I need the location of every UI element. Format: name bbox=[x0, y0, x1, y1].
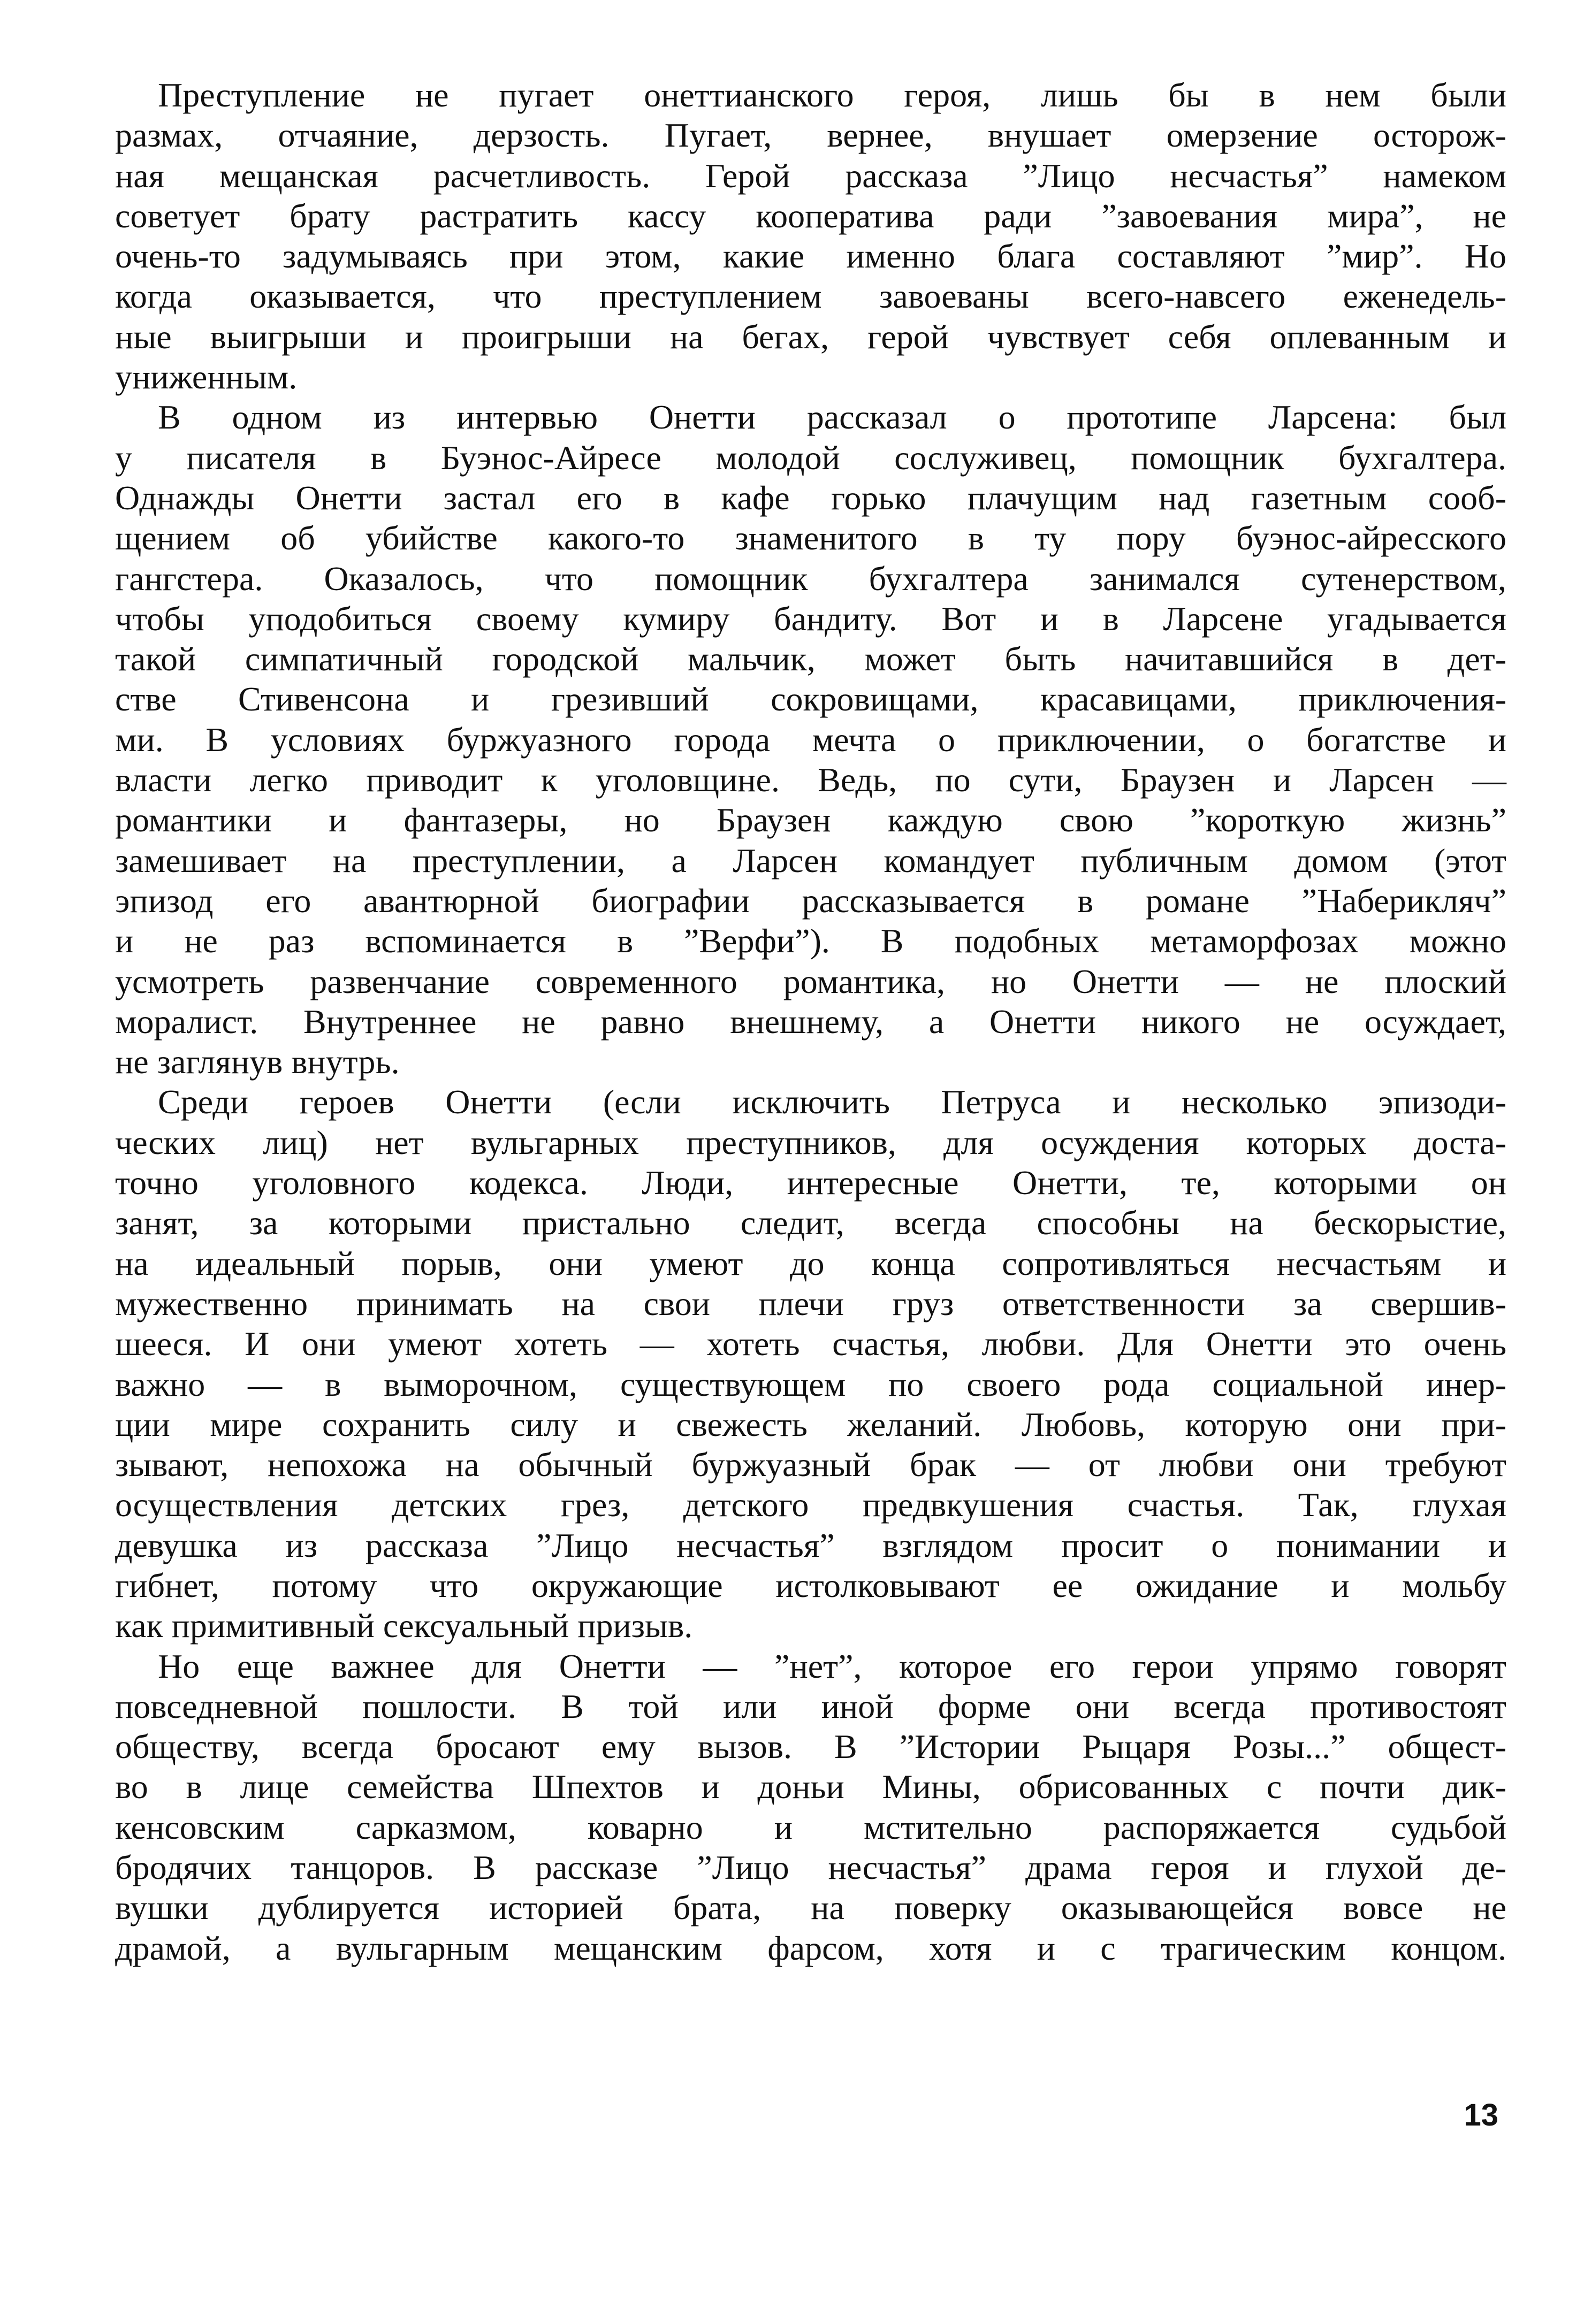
text-line: щением об убийстве какого-то знаменитого в ту пору буэнос-айресского bbox=[115, 519, 1506, 557]
text-line: драмой, а вульгарным мещанским фарсом, хотя и с трагическим концом. bbox=[115, 1929, 1506, 1967]
text-line: ческих лиц) нет вульгарных преступников, для осуждения которых доста- bbox=[115, 1123, 1506, 1161]
text-line: обществу, всегда бросают ему вызов. В ”Истории Рыцаря Розы...” общест- bbox=[115, 1727, 1506, 1766]
text-line: занят, за которыми пристально следит, всегда способны на бескорыстие, bbox=[115, 1204, 1506, 1242]
text-line: и не раз вспоминается в ”Верфи”). В подобных метаморфозах можно bbox=[115, 922, 1506, 960]
text-line: униженным. bbox=[115, 358, 298, 396]
text-line: девушка из рассказа ”Лицо несчастья” взглядом просит о понимании и bbox=[115, 1526, 1506, 1564]
text-line: Но еще важнее для Онетти — ”нет”, которое его герои упрямо говорят bbox=[158, 1647, 1506, 1685]
text-line: замешивает на преступлении, а Ларсен командует публичным домом (этот bbox=[115, 841, 1506, 880]
text-line: чтобы уподобиться своему кумиру бандиту. Вот и в Ларсене угадывается bbox=[115, 599, 1506, 638]
text-line: Однажды Онетти застал его в кафе горько плачущим над газетным сооб- bbox=[115, 478, 1506, 517]
text-line: бродячих танцоров. В рассказе ”Лицо несчастья” драма героя и глухой де- bbox=[115, 1848, 1506, 1887]
text-line: ции мире сохранить силу и свежесть желаний. Любовь, которую они при- bbox=[115, 1405, 1506, 1443]
paragraph-4 bbox=[115, 1646, 1506, 1968]
text-line: размах, отчаяние, дерзость. Пугает, вернее, внушает омерзение осторож- bbox=[115, 116, 1506, 155]
text-line: ми. В условиях буржуазного города мечта о приключении, о богатстве и bbox=[115, 720, 1506, 759]
page-number: 13 bbox=[1464, 2098, 1498, 2132]
text-line: не заглянув внутрь. bbox=[115, 1043, 400, 1081]
text-line: вушки дублируется историей брата, на поверку оказывающейся вовсе не bbox=[115, 1889, 1506, 1927]
text-line: Среди героев Онетти (если исключить Петруса и несколько эпизоди- bbox=[158, 1083, 1506, 1121]
text-line: повседневной пошлости. В той или иной форме они всегда противостоят bbox=[115, 1687, 1506, 1725]
text-line: стве Стивенсона и грезивший сокровищами, красавицами, приключения- bbox=[115, 680, 1506, 718]
text-line: Преступление не пугает онеттианского героя, лишь бы в нем были bbox=[158, 76, 1506, 114]
text-line: как примитивный сексуальный призыв. bbox=[115, 1607, 693, 1645]
text-line: на идеальный порыв, они умеют до конца сопротивляться несчастьям и bbox=[115, 1244, 1506, 1282]
text-line: советует брату растратить кассу кооператива ради ”завоевания мира”, не bbox=[115, 196, 1506, 235]
text-line: такой симпатичный городской мальчик, может быть начитавшийся в дет- bbox=[115, 640, 1506, 678]
text-line: кенсовским сарказмом, коварно и мстительно распоряжается судьбой bbox=[115, 1808, 1506, 1846]
text-line: мужественно принимать на свои плечи груз ответственности за свершив- bbox=[115, 1284, 1506, 1322]
text-line: осуществления детских грез, детского предвкушения счастья. Так, глухая bbox=[115, 1486, 1506, 1524]
text-line: очень-то задумываясь при этом, какие именно блага составляют ”мир”. Но bbox=[115, 237, 1506, 276]
text-line: важно — в выморочном, существующем по своего рода социальной инер- bbox=[115, 1365, 1506, 1403]
text-line: зывают, непохожа на обычный буржуазный брак — от любви они требуют bbox=[115, 1446, 1506, 1484]
text-line: гангстера. Оказалось, что помощник бухгалтера занимался сутенерством, bbox=[115, 559, 1506, 598]
text-line: у писателя в Буэнос-Айресе молодой сослуживец, помощник бухгалтера. bbox=[115, 438, 1506, 477]
body-text bbox=[115, 75, 1506, 1968]
text-line: эпизод его авантюрной биографии рассказывается в романе ”Наберикляч” bbox=[115, 881, 1506, 920]
text-line: шееся. И они умеют хотеть — хотеть счастья, любви. Для Онетти это очень bbox=[115, 1325, 1506, 1363]
text-line: романтики и фантазеры, но Браузен каждую свою ”короткую жизнь” bbox=[115, 801, 1506, 839]
text-line: ные выигрыши и проигрыши на бегах, герой чувствует себя оплеванным и bbox=[115, 317, 1506, 356]
paragraph-3 bbox=[115, 1082, 1506, 1646]
paragraph-2 bbox=[115, 397, 1506, 1082]
text-line: усмотреть развенчание современного романтика, но Онетти — не плоский bbox=[115, 962, 1506, 1000]
text-line: ная мещанская расчетливость. Герой рассказа ”Лицо несчастья” намеком bbox=[115, 156, 1506, 195]
text-line: когда оказывается, что преступлением завоеваны всего-навсего еженедель- bbox=[115, 277, 1506, 316]
text-line: гибнет, потому что окружающие истолковывают ее ожидание и мольбу bbox=[115, 1566, 1506, 1604]
text-line: В одном из интервью Онетти рассказал о прототипе Ларсена: был bbox=[158, 398, 1506, 437]
text-line: во в лице семейства Шпехтов и доньи Мины, обрисованных с почти дик- bbox=[115, 1768, 1506, 1806]
text-line: моралист. Внутреннее не равно внешнему, а Онетти никого не осуждает, bbox=[115, 1002, 1506, 1041]
text-line: власти легко приводит к уголовщине. Ведь, по сути, Браузен и Ларсен — bbox=[115, 761, 1506, 799]
paragraph-1 bbox=[115, 75, 1506, 397]
text-line: точно уголовного кодекса. Люди, интересные Онетти, те, которыми он bbox=[115, 1164, 1506, 1202]
